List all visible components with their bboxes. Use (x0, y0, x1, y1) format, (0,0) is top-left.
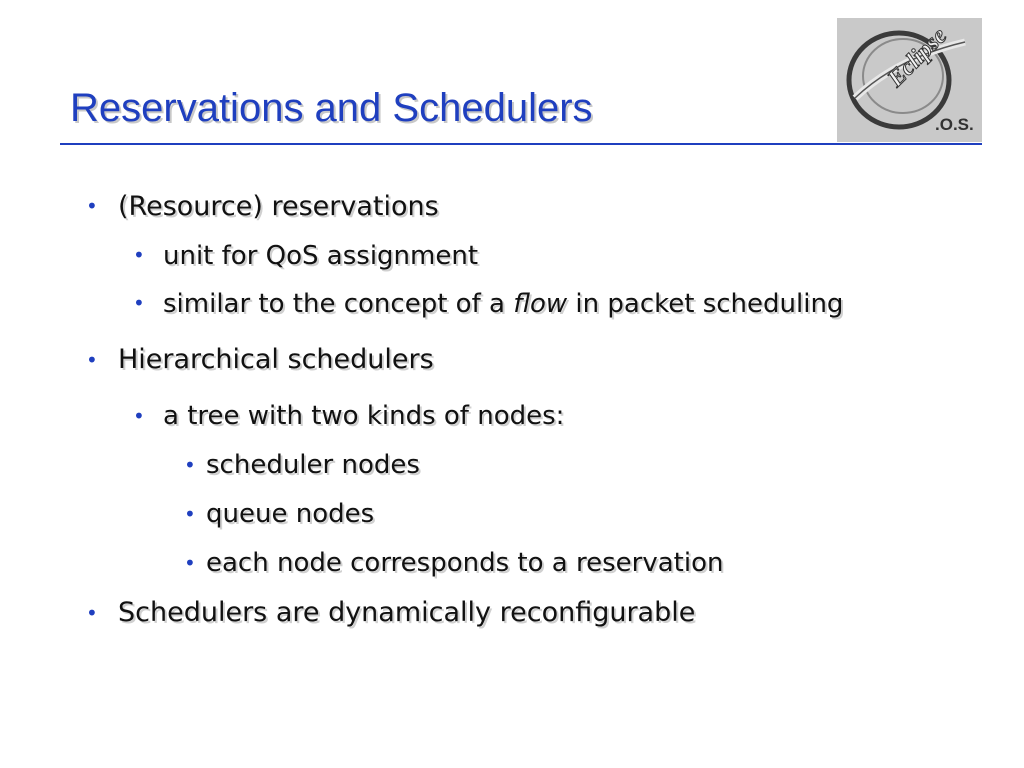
bullet-marker: • (86, 348, 98, 372)
title-divider (60, 143, 982, 145)
logo-text: Eclipse (882, 22, 953, 93)
bullet-level3-queue-nodes: queue nodes (206, 499, 375, 529)
logo-graphic (837, 18, 982, 142)
slide-title: Reservations and Schedulers (70, 86, 593, 130)
bullet-marker: • (184, 551, 196, 575)
text-segment: in packet scheduling (567, 289, 844, 319)
logo-subtext: .O.S. (935, 115, 974, 134)
bullet-level2-tree-two-kinds: a tree with two kinds of nodes: (163, 401, 565, 431)
bullet-level2-similar-to-flow (163, 288, 843, 320)
bullet-level1-resource-reservations: (Resource) reservations (118, 191, 439, 222)
bullet-marker: • (184, 502, 196, 526)
eclipse-os-logo-icon (837, 18, 982, 142)
bullet-marker: • (133, 404, 145, 428)
bullet-marker: • (86, 601, 98, 625)
bullet-level2-unit-for-qos: unit for QoS assignment (163, 241, 479, 271)
bullet-level1-dynamically-reconfigurable: Schedulers are dynamically reconfigurable (118, 597, 696, 628)
text-segment: similar to the concept of a (163, 289, 514, 319)
bullet-marker: • (133, 291, 145, 315)
bullet-level1-hierarchical-schedulers: Hierarchical schedulers (118, 344, 434, 375)
bullet-marker: • (133, 243, 145, 267)
bullet-level3-each-node-reservation: each node corresponds to a reservation (206, 548, 724, 578)
bullet-level3-scheduler-nodes: scheduler nodes (206, 450, 420, 480)
bullet-marker: • (184, 453, 196, 477)
emphasis-flow: flow (513, 289, 568, 319)
bullet-marker: • (86, 194, 98, 218)
